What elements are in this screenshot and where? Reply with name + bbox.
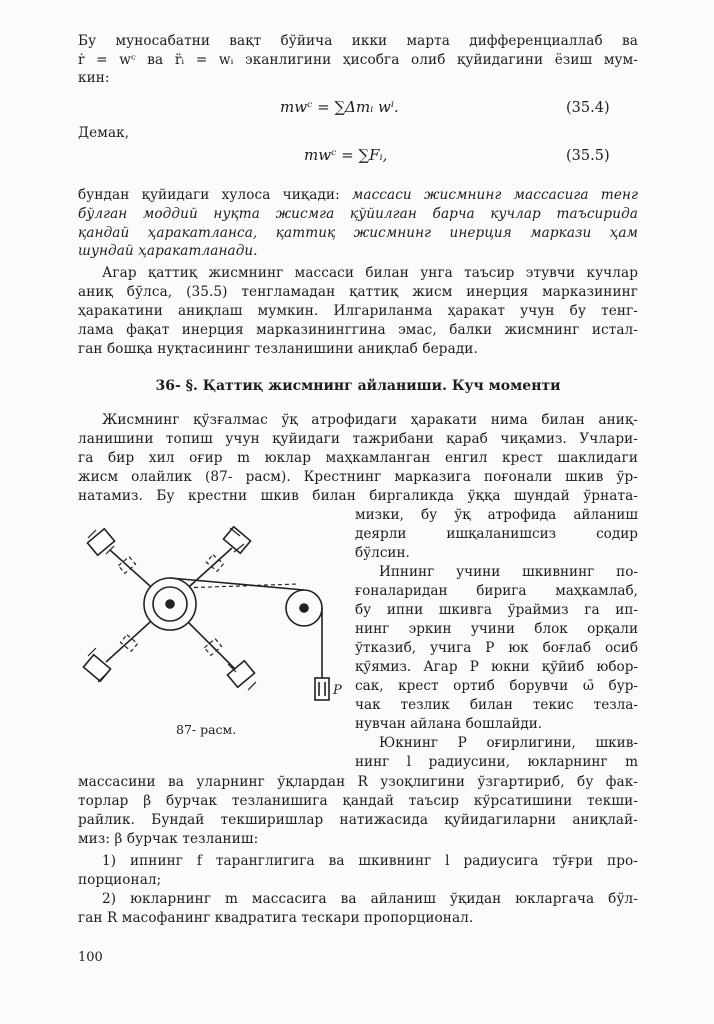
- right-col-line: нинг l радиусини, юкларнинг m: [355, 754, 638, 770]
- list-item: 2) юкларнинг m массасига ва айланиш ўқидан юкларгача бўл-: [102, 891, 638, 907]
- right-col-line: ғоналаридан бирига маҳкамлаб,: [355, 583, 638, 599]
- right-col-line: деярли ишқаланишсиз содир: [355, 526, 638, 542]
- equation-35-4: mwᶜ = ∑Δmᵢ wⁱ.: [280, 98, 399, 116]
- load-P: [315, 678, 329, 700]
- para3-line: ланишини топиш учун қуйидаги тажрибани қараб чиқамиз. Учлари-: [78, 431, 638, 447]
- right-col-line: қўямиз. Агар P юкни қўйиб юбор-: [355, 659, 638, 675]
- para3-line: Жисмнинг қўзғалмас ўқ атрофидаги ҳаракати нима билан аниқ-: [102, 412, 638, 428]
- para3-line: жисм олайлик (87- расм). Крестнинг марказига поғонали шкив ўр-: [78, 469, 638, 485]
- right-col-line: бу ипни шкивга ўраймиз га ип-: [355, 602, 638, 618]
- page-number: 100: [78, 950, 103, 965]
- figure-87-cross-pulley: [70, 520, 355, 720]
- demak-word: Демак,: [78, 125, 130, 141]
- para4-line: торлар β бурчак тезланишига қандай таъсир кўрсатишини текши-: [78, 793, 638, 809]
- para3-line: натамиз. Бу крестни шкив билан биргаликда ўққа шундай ўрната-: [78, 488, 638, 504]
- load-label: P: [333, 683, 342, 698]
- right-col-line: Юкнинг P оғирлигини, шкив-: [379, 735, 638, 751]
- conclusion-line-3: қандай ҳаракатланса, қаттиқ жисмнинг инерция маркази ҳам: [78, 225, 638, 241]
- para4-line: массасини ва уларнинг ўқлардан R узоқлигини ўзгартириб, бу фак-: [78, 774, 638, 790]
- right-col-line: нинг эркин учини блок орқали: [355, 621, 638, 637]
- conclusion-line-2: бўлган моддий нуқта жисмга қўйилган барча кучлар таъсирида: [78, 206, 638, 222]
- equation-35-5: mwᶜ = ∑Fᵢ,: [304, 146, 388, 164]
- conclusion-lead: бундан қуйидаги хулоса чиқади:: [78, 187, 352, 203]
- list-item: 1) ипнинг f таранглигига ва шкивнинг l радиусига тўғри про-: [102, 853, 638, 869]
- section-heading: 36- §. Қаттиқ жисмнинг айланиши. Куч моменти: [155, 378, 561, 394]
- para2-line: аниқ бўлса, (35.5) тенгламадан қаттиқ жисм инерция марказининг: [78, 284, 638, 300]
- conclusion-italic-start: массаси жисмнинг массасига тенг: [352, 187, 638, 203]
- conclusion-line-4: шундай ҳаракатланади.: [78, 243, 258, 259]
- figure-caption: 87- расм.: [176, 722, 237, 737]
- conclusion-line-1: [78, 186, 638, 204]
- para4-line: райлик. Бундай текширишлар натижасида қуйидагиларни аниқлай-: [78, 812, 638, 828]
- right-col-line: мизки, бу ўқ атрофида айланиш: [355, 507, 638, 523]
- right-col-line: Ипнинг учини шкивнинг по-: [379, 564, 638, 580]
- right-col-line: сак, крест ортиб борувчи ω̄ бур-: [355, 678, 638, 694]
- right-col-line: нувчан айлана бошлайди.: [355, 716, 543, 732]
- para2-line: ган бошқа нуқтасининг тезланишини аниқлаб беради.: [78, 341, 478, 357]
- para2-line: Агар қаттиқ жисмнинг массаси билан унга таъсир этувчи кучлар: [102, 265, 638, 281]
- right-col-line: чак тезлик билан текис тезла-: [355, 697, 638, 713]
- right-col-line: ўтказиб, учига P юк боғлаб осиб: [355, 640, 638, 656]
- list-item: порционал;: [78, 872, 162, 888]
- para3-line: га бир хил оғир m юклар маҳкамланган енгил крест шаклидаги: [78, 450, 638, 466]
- para2-line: ҳаракатини аниқлаш мумкин. Илгариланма ҳаракат учун бу тенг-: [78, 303, 638, 319]
- intro-line-2: ṙ = wᶜ ва r̈ᵢ = wᵢ эканлигини ҳисобга олиб қуйидагини ёзиш мум-: [78, 52, 638, 68]
- right-col-line: бўлсин.: [355, 545, 410, 561]
- intro-line-3: кин:: [78, 70, 110, 86]
- list-item: ган R масофанинг квадратига тескари пропорционал.: [78, 910, 474, 926]
- para4-line: миз: β бурчак тезланиш:: [78, 831, 259, 847]
- equation-35-4-number: (35.4): [566, 100, 610, 116]
- equation-35-5-number: (35.5): [566, 148, 610, 164]
- intro-line-1: Бу муносабатни вақт бўйича икки марта дифференциаллаб ва: [78, 33, 638, 49]
- weight-m: [83, 655, 110, 681]
- para2-line: лама фақат инерция марказининггина эмас, балки жисмнинг истал-: [78, 322, 638, 338]
